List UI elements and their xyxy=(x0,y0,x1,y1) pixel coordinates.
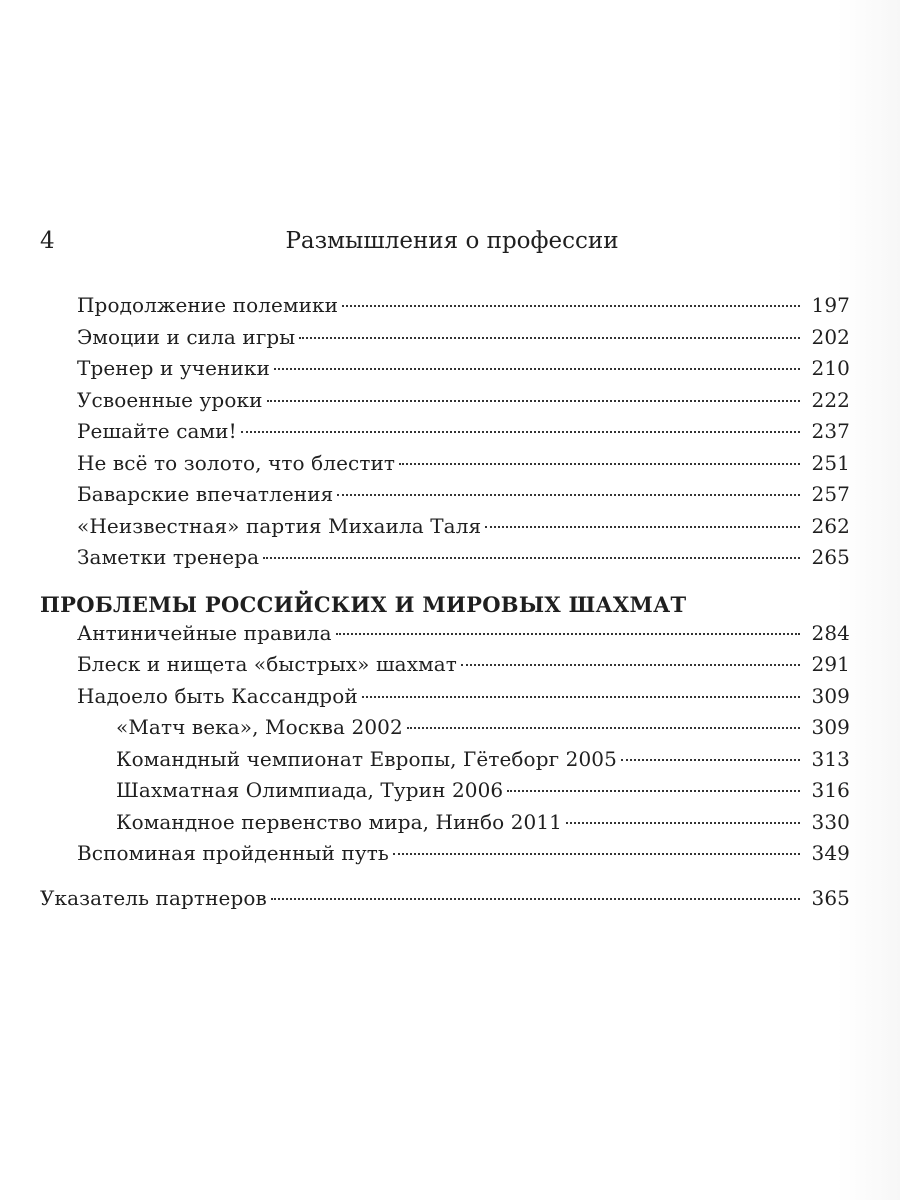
dot-leader xyxy=(271,897,800,900)
toc-entry-title: «Неизвестная» партия Михаила Таля xyxy=(77,513,482,538)
dot-leader xyxy=(393,852,800,855)
toc-entry-title: «Матч века», Москва 2002 xyxy=(116,715,403,739)
toc-entry-page: 330 xyxy=(811,809,850,834)
toc-entry xyxy=(40,652,850,684)
section-heading: ПРОБЛЕМЫ РОССИЙСКИХ И МИРОВЫХ ШАХМАТ xyxy=(40,591,687,617)
toc-entry-page: 265 xyxy=(811,545,850,569)
toc-entry-title: Указатель партнеров xyxy=(40,885,267,910)
dot-leader xyxy=(299,336,800,339)
toc-entry-page: 197 xyxy=(811,293,850,317)
toc-entry-title: Эмоции и сила игры xyxy=(77,324,296,349)
toc-entry-title: Надоело быть Кассандрой xyxy=(77,683,358,708)
dot-leader xyxy=(263,556,800,559)
toc-entry-title: Антиничейные правила xyxy=(77,620,332,645)
toc-entry xyxy=(40,388,850,420)
toc-entry xyxy=(40,451,850,483)
dot-leader xyxy=(485,525,800,528)
dot-leader xyxy=(407,726,800,729)
toc-entry-title: Блеск и нищета «быстрых» шахмат xyxy=(77,652,457,676)
toc-entry xyxy=(40,356,850,388)
toc-entry-index xyxy=(40,886,850,918)
toc-entry-page: 210 xyxy=(811,356,850,380)
toc-entry-page: 257 xyxy=(811,482,850,506)
dot-leader xyxy=(399,462,800,465)
toc-entry-page: 237 xyxy=(811,419,850,443)
table-of-contents xyxy=(40,293,850,917)
toc-subentry xyxy=(40,747,850,779)
toc-entry xyxy=(40,325,850,357)
toc-entry xyxy=(40,514,850,546)
dot-leader xyxy=(621,758,800,761)
dot-leader xyxy=(274,367,800,370)
toc-entry-title: Командное первенство мира, Нинбо 2011 xyxy=(116,809,562,834)
dot-leader xyxy=(267,399,800,402)
toc-entry-page: 309 xyxy=(811,683,850,708)
dot-leader xyxy=(336,632,800,635)
toc-subentry xyxy=(40,810,850,842)
toc-entry-title: Решайте сами! xyxy=(77,419,237,443)
toc-entry-page: 309 xyxy=(811,715,850,739)
dot-leader xyxy=(461,663,800,666)
toc-entry xyxy=(40,293,850,325)
toc-entry-title: Баварские впечатления xyxy=(77,482,334,506)
dot-leader xyxy=(566,821,800,824)
toc-entry-page: 349 xyxy=(811,841,850,865)
toc-entry-page: 251 xyxy=(811,450,850,475)
running-title: Размышления о профессии xyxy=(285,228,619,254)
toc-entry-title: Не всё то золото, что блестит xyxy=(77,450,396,475)
toc-entry-title: Тренер и ученики xyxy=(77,356,270,380)
toc-entry xyxy=(40,545,850,577)
dot-leader xyxy=(241,430,800,433)
toc-entry xyxy=(40,621,850,653)
toc-entry-page: 284 xyxy=(811,620,850,645)
toc-subentry xyxy=(40,778,850,810)
toc-entry-title: Вспоминая пройденный путь xyxy=(77,841,389,865)
dot-leader xyxy=(337,493,800,496)
toc-entry-page: 313 xyxy=(811,746,850,771)
toc-entry-title: Усвоенные уроки xyxy=(77,387,263,412)
toc-entry-page: 222 xyxy=(811,387,850,412)
toc-entry xyxy=(40,482,850,514)
toc-entry-title: Шахматная Олимпиада, Турин 2006 xyxy=(116,778,504,802)
toc-entry-page: 202 xyxy=(811,324,850,349)
toc-entry-page: 365 xyxy=(811,885,850,910)
toc-entry xyxy=(40,841,850,873)
dot-leader xyxy=(362,695,800,698)
dot-leader xyxy=(342,304,800,307)
toc-entry-title: Заметки тренера xyxy=(77,545,260,569)
page-number: 4 xyxy=(40,228,55,254)
toc-entry-page: 316 xyxy=(811,778,850,802)
dot-leader xyxy=(507,789,800,792)
toc-entry-page: 291 xyxy=(811,652,850,676)
toc-entry-title: Продолжение полемики xyxy=(77,293,339,317)
toc-entry xyxy=(40,684,850,716)
page-header xyxy=(40,228,850,262)
toc-entry-title: Командный чемпионат Европы, Гётеборг 2005 xyxy=(116,746,617,771)
toc-entry xyxy=(40,419,850,451)
toc-entry-page: 262 xyxy=(811,513,850,538)
toc-subentry xyxy=(40,715,850,747)
spacer xyxy=(40,873,850,886)
